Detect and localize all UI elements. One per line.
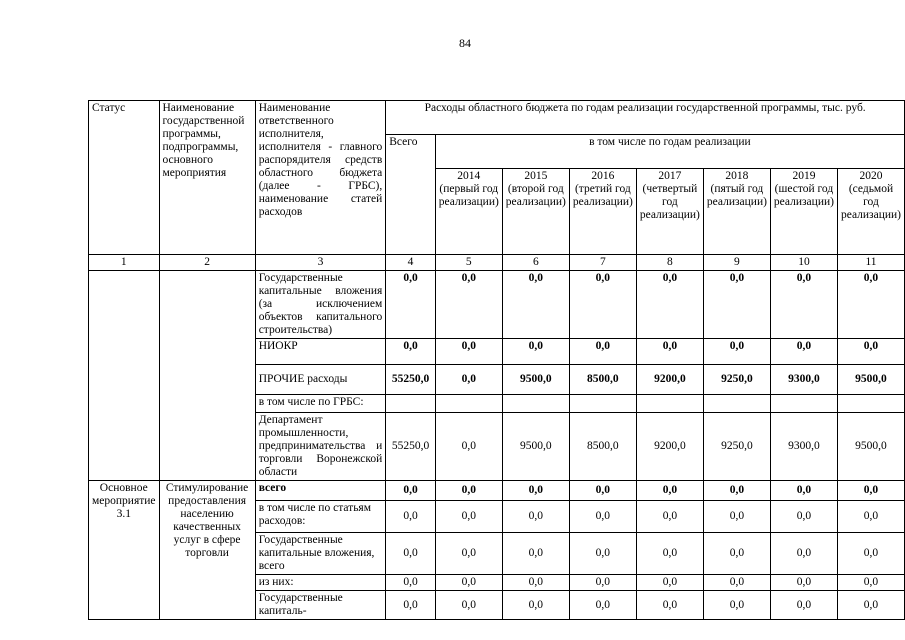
value-cell: 0,0 — [569, 591, 636, 620]
value-cell — [703, 395, 770, 413]
value-cell: 0,0 — [502, 339, 569, 365]
header-executor-name: Наименование ответственного исполнителя, исполнителя - главного распорядителя средств областного бюджета (далее - ГРБС), наименование статей расходов — [255, 101, 386, 255]
header-year-2015: 2015 (второй год реализации) — [502, 169, 569, 255]
value-cell: 0,0 — [636, 501, 703, 533]
expense-item-label: НИОКР — [255, 339, 386, 365]
value-cell — [837, 395, 904, 413]
budget-table — [88, 100, 905, 620]
value-cell: 9300,0 — [770, 365, 837, 395]
value-cell — [386, 395, 436, 413]
measure-item-label: всего — [255, 481, 386, 501]
value-cell — [636, 395, 703, 413]
col-number: 11 — [837, 255, 904, 271]
value-cell: 8500,0 — [569, 413, 636, 481]
page-number: 84 — [459, 36, 471, 50]
value-cell: 0,0 — [502, 533, 569, 575]
value-cell — [569, 395, 636, 413]
value-cell: 0,0 — [703, 575, 770, 591]
value-cell: 0,0 — [502, 591, 569, 620]
value-cell: 0,0 — [435, 533, 502, 575]
value-cell: 0,0 — [636, 591, 703, 620]
measure-item-label: Государственные капитальные вложения, всего — [255, 533, 386, 575]
value-cell: 0,0 — [703, 271, 770, 339]
value-cell: 9200,0 — [636, 365, 703, 395]
value-cell: 0,0 — [435, 591, 502, 620]
value-cell — [435, 395, 502, 413]
table-row — [89, 481, 905, 501]
value-cell: 0,0 — [636, 271, 703, 339]
value-cell: 0,0 — [636, 481, 703, 501]
value-cell: 0,0 — [770, 339, 837, 365]
value-cell: 0,0 — [386, 591, 436, 620]
value-cell: 0,0 — [837, 591, 904, 620]
col-number: 8 — [636, 255, 703, 271]
value-cell: 9500,0 — [502, 413, 569, 481]
value-cell: 0,0 — [770, 501, 837, 533]
expense-item-label: ПРОЧИЕ расходы — [255, 365, 386, 395]
value-cell: 0,0 — [569, 339, 636, 365]
value-cell: 0,0 — [386, 271, 436, 339]
value-cell: 0,0 — [703, 591, 770, 620]
value-cell: 0,0 — [435, 501, 502, 533]
measure-status: Основное мероприятие 3.1 — [89, 481, 160, 620]
value-cell: 0,0 — [502, 575, 569, 591]
value-cell: 0,0 — [770, 271, 837, 339]
table-row — [89, 271, 905, 339]
value-cell: 0,0 — [569, 271, 636, 339]
header-year-2016: 2016 (третий год реализации) — [569, 169, 636, 255]
value-cell: 0,0 — [502, 271, 569, 339]
value-cell: 0,0 — [703, 501, 770, 533]
value-cell: 0,0 — [569, 501, 636, 533]
value-cell: 0,0 — [435, 413, 502, 481]
value-cell: 9500,0 — [837, 365, 904, 395]
col-number: 7 — [569, 255, 636, 271]
header-total: Всего — [386, 135, 436, 255]
value-cell: 0,0 — [435, 575, 502, 591]
value-cell: 0,0 — [636, 575, 703, 591]
value-cell: 0,0 — [569, 481, 636, 501]
measure-item-label: Государственные капиталь- — [255, 591, 386, 620]
value-cell: 0,0 — [569, 533, 636, 575]
header-program-name: Наименование государственной программы, подпрограммы, основного мероприятия — [159, 101, 255, 255]
value-cell: 0,0 — [770, 591, 837, 620]
value-cell: 55250,0 — [386, 413, 436, 481]
value-cell: 9500,0 — [502, 365, 569, 395]
value-cell: 0,0 — [435, 365, 502, 395]
col-number: 5 — [435, 255, 502, 271]
value-cell: 0,0 — [386, 575, 436, 591]
value-cell: 0,0 — [837, 481, 904, 501]
value-cell: 0,0 — [435, 339, 502, 365]
value-cell: 0,0 — [703, 533, 770, 575]
measure-item-label: в том числе по статьям расходов: — [255, 501, 386, 533]
value-cell: 55250,0 — [386, 365, 436, 395]
measure-name: Стимулирование предоставления населению качественных услуг в сфере торговли — [159, 481, 255, 620]
value-cell: 0,0 — [386, 339, 436, 365]
header-year-2018: 2018 (пятый год реализации) — [703, 169, 770, 255]
program-cell-empty — [159, 271, 255, 481]
header-year-2019: 2019 (шестой год реализации) — [770, 169, 837, 255]
col-number: 9 — [703, 255, 770, 271]
value-cell: 0,0 — [837, 271, 904, 339]
header-status: Статус — [89, 101, 160, 255]
header-year-2020: 2020 (седьмой год реализации) — [837, 169, 904, 255]
expense-item-label: Департамент промышленности, предпринимательства и торговли Воронежской области — [255, 413, 386, 481]
value-cell: 0,0 — [502, 481, 569, 501]
value-cell: 0,0 — [837, 533, 904, 575]
value-cell: 0,0 — [386, 481, 436, 501]
value-cell — [502, 395, 569, 413]
value-cell: 0,0 — [837, 575, 904, 591]
header-expenses-title: Расходы областного бюджета по годам реализации государственной программы, тыс. руб. — [386, 101, 905, 135]
value-cell: 0,0 — [435, 271, 502, 339]
value-cell: 0,0 — [837, 501, 904, 533]
header-year-2014: 2014 (первый год реализации) — [435, 169, 502, 255]
value-cell: 9200,0 — [636, 413, 703, 481]
value-cell: 0,0 — [636, 533, 703, 575]
value-cell: 9250,0 — [703, 365, 770, 395]
value-cell: 0,0 — [502, 501, 569, 533]
value-cell: 0,0 — [703, 481, 770, 501]
value-cell: 0,0 — [636, 339, 703, 365]
expense-item-label: в том числе по ГРБС: — [255, 395, 386, 413]
value-cell: 0,0 — [770, 481, 837, 501]
col-number: 3 — [255, 255, 386, 271]
value-cell: 9250,0 — [703, 413, 770, 481]
col-number: 10 — [770, 255, 837, 271]
value-cell: 0,0 — [386, 533, 436, 575]
col-number: 4 — [386, 255, 436, 271]
value-cell: 0,0 — [435, 481, 502, 501]
col-number: 6 — [502, 255, 569, 271]
value-cell: 8500,0 — [569, 365, 636, 395]
value-cell: 0,0 — [837, 339, 904, 365]
value-cell: 9300,0 — [770, 413, 837, 481]
expense-item-label: Государственные капитальные вложения (за исключением объектов капитального строительства) — [255, 271, 386, 339]
status-cell-empty — [89, 271, 160, 481]
col-number: 1 — [89, 255, 160, 271]
value-cell: 9500,0 — [837, 413, 904, 481]
value-cell: 0,0 — [386, 501, 436, 533]
measure-item-label: из них: — [255, 575, 386, 591]
header-by-years: в том числе по годам реализации — [435, 135, 904, 169]
value-cell — [770, 395, 837, 413]
col-number: 2 — [159, 255, 255, 271]
value-cell: 0,0 — [770, 533, 837, 575]
value-cell: 0,0 — [770, 575, 837, 591]
header-year-2017: 2017 (четвертый год реализации) — [636, 169, 703, 255]
value-cell: 0,0 — [569, 575, 636, 591]
value-cell: 0,0 — [703, 339, 770, 365]
